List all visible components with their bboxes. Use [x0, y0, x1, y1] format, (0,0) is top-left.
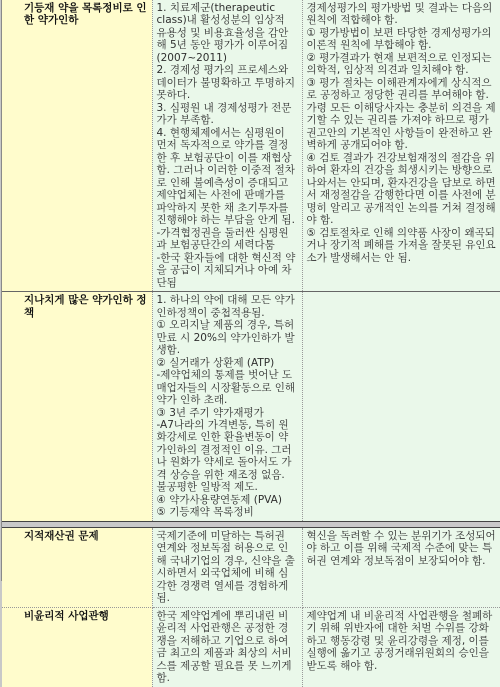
issue-recommendation [302, 607, 500, 686]
list-item: 제약업계 내 비윤리적 사업관행을 철폐하기 위해 위반자에 대한 처벌 수위를 강화하고 행동강령 및 윤리강령을 제정, 이를 실행에 옮기고 공정거래위원회의 승인을 받도록 해야 함. [306, 609, 493, 672]
issue-description [152, 292, 302, 522]
list-item: 2. 경제성 평가의 프로세스와 데이터가 불명확하고 투명하지 못하다. [156, 64, 296, 102]
issue-label: 지적재산권 문제 [2, 527, 152, 607]
list-item: -제약업체의 통제를 벗어난 도매업자들의 시장활동으로 인해 약가 인하 초래. [156, 369, 296, 407]
list-item: 한국 제약업계에 뿌리내린 비윤리적 사업관행은 공정한 경쟁을 저해하고 기업으로 하여금 최고의 제품과 최상의 서비스를 제공할 필요를 못 느끼게 함. [156, 609, 292, 685]
issue-recommendation [302, 292, 500, 522]
table-row [2, 607, 500, 686]
list-item: 3. 심평원 내 경제성평가 전문가가 부족함. [156, 101, 292, 127]
list-item: ④ 약가사용량연동제 (PVA) [156, 493, 282, 506]
issue-label: 기등재 약을 목록정비로 인한 약가인하 [2, 0, 152, 292]
list-item: 국제기준에 미달하는 특허권 연계와 정보독점 허용으로 인해 국내기업의 경우, 신약을 출시하면서 외국업체에 비해 심각한 경쟁력 열세를 경험하게 됨. [156, 529, 295, 605]
list-item: ① 평가방법이 보편 타당한 경제성평가의 이론적 원칙에 부합해야 함. [306, 26, 492, 52]
list-item: ④ 검토 결과가 건강보험재정의 절감을 위하여 환자의 건강을 희생시키는 방향으로 나와서는 안되며, 환자건강을 담보로 하면서 재정절감을 감행한다면 이를 사전에 분명히 알리고 공개적인 논의를 거쳐 결정해야 함. [306, 151, 496, 227]
issue-recommendation [302, 0, 500, 292]
table-row [2, 292, 500, 522]
issue-description [152, 0, 302, 292]
issue-description [152, 607, 302, 686]
policy-table [2, 0, 500, 687]
list-item: 혁신을 독려할 수 있는 분위기가 조성되어야 하고 이를 위해 국제적 수준에 맞는 특허권 연계와 정보독점이 보장되어야 함. [306, 529, 496, 567]
issue-recommendation [302, 527, 500, 607]
list-item: -A7나라의 가격변동, 특히 원화강세로 인한 환율변동이 약가인하의 결정적인 이유. 그러나 원화가 약세로 돌아서도 가격 상승을 위한 재조정 없음. 불공평한 일방적 제도. [156, 418, 292, 494]
list-item: ③ 3년 주기 약가재평가 [156, 406, 264, 419]
table-row [2, 0, 500, 292]
list-item: 1. 하나의 약에 대해 모든 약가인하정책이 중첩적용됨. [156, 294, 295, 319]
issue-label: 지나치게 많은 약가인하 정책 [2, 292, 152, 522]
list-item: ③ 평가 절차는 이해관계자에게 상식적으로 공정하고 정당한 권리를 부여해야 함. 가령 모든 이해당사자는 충분히 의견을 제기할 수 있는 권리를 가져야 하므로 평가 권고안의 기본적인 사항들이 완전하고 완벽하게 공개되어야 함. [306, 76, 496, 152]
list-item: 1. 치료제군(therapeutic class)내 활성성분의 임상적 유용성 및 비용효율성을 감안해 5년 동안 평가가 이루어짐 (2007~2011) [156, 2, 289, 64]
issue-label: 비윤리적 사업관행 [2, 607, 152, 686]
issue-description [152, 527, 302, 607]
list-item: 4. 현행체제에서는 심평원이 먼저 독자적으로 약가를 결정한 후 보험공단이 이를 재협상함. 그러나 이러한 이중적 절차로 인해 불예측성이 증대되고 제약업체는 사전에 판매가를 파악하지 못한 채 초기투자를 진행해야 하는 부담을 안게 됨. [156, 126, 295, 227]
list-item: ② 평가결과가 현재 보편적으로 인정되는 의학적, 임상적 의견과 일치해야 함. [306, 51, 492, 77]
list-item: -가격협정권을 둘러싼 심평원과 보험공단간의 세력다툼 [156, 226, 289, 252]
list-item: ① 오리지날 제품의 경우, 특허만료 시 20%의 약가인하가 발생함. [156, 319, 295, 357]
list-item: ⑤ 검토절차로 인해 의약품 사장이 왜곡되거나 장기적 폐해를 가져올 잘못된 유인요소가 발생해서는 안 됨. [306, 226, 496, 264]
table-row [2, 527, 500, 607]
list-item: ⑤ 기등재약 목록정비 [156, 506, 254, 519]
list-item: ② 실거래가 상환제 (ATP) [156, 356, 275, 369]
document-page [1, 0, 499, 685]
list-item: 경제성평가의 평가방법 및 결과는 다음의 원칙에 적합해야 함. [306, 2, 493, 27]
list-item: -한국 환자들에 대한 혁신적 약을 공급이 지체되거나 아예 차단됨 [156, 251, 296, 289]
